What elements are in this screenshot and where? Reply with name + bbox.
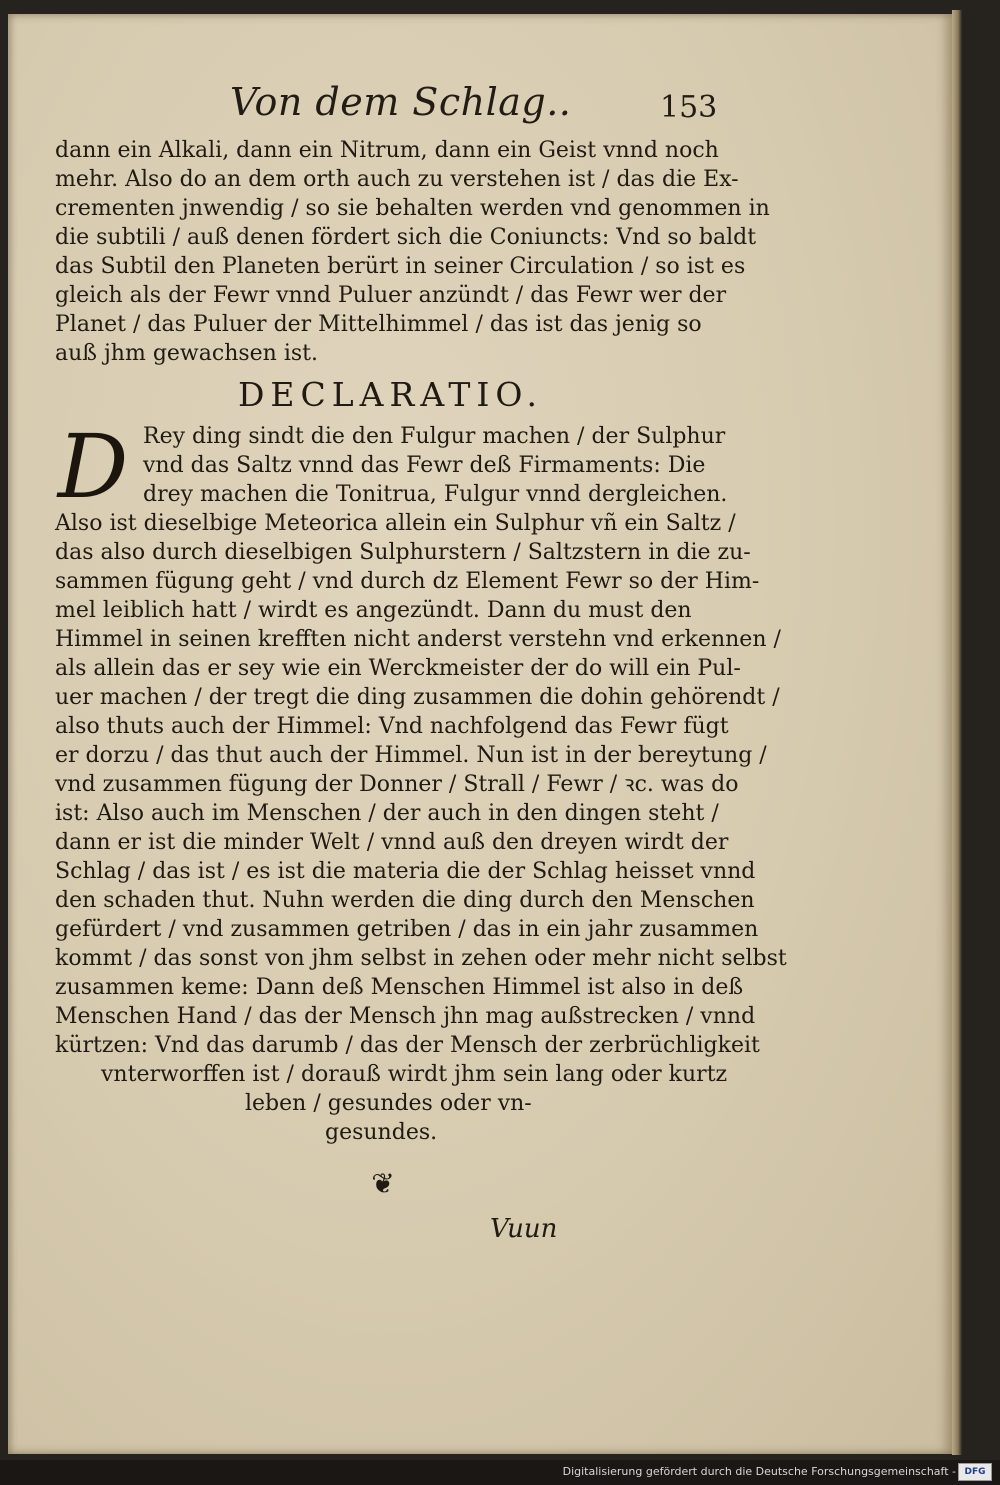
text-line: drey machen die Tonitrua, Fulgur vnnd dergleichen. xyxy=(143,482,728,507)
page-number: 153 xyxy=(660,90,718,125)
text-line: kürtzen: Vnd das darumb / das der Mensch der zerbrüchligkeit xyxy=(55,1033,760,1058)
closing-line: vnterworffen ist / dorauß wirdt jhm sein lang oder kurtz xyxy=(101,1062,728,1087)
text-line: uer machen / der tregt die ding zusammen die dohin gehörendt / xyxy=(55,685,780,710)
text-line: das Subtil den Planeten berürt in seiner Circulation / so ist es xyxy=(55,254,746,279)
text-line: den schaden thut. Nuhn werden die ding durch den Menschen xyxy=(55,888,755,913)
text-line: gleich als der Fewr vnnd Puluer anzündt / das Fewr wer der xyxy=(55,283,727,308)
text-line: ist: Also auch im Menschen / der auch in den dingen steht / xyxy=(55,801,719,826)
text-line: er dorzu / das thut auch der Himmel. Nun ist in der bereytung / xyxy=(55,743,767,768)
catchword: Vuun xyxy=(490,1214,558,1244)
text-line: mel leiblich hatt / wirdt es angezündt. Dann du must den xyxy=(55,598,692,623)
text-line: Schlag / das ist / es ist die materia die der Schlag heisset vnnd xyxy=(55,859,756,884)
text-line: das also durch dieselbigen Sulphurstern / Saltzstern in die zu- xyxy=(55,540,751,565)
text-line: gefürdert / vnd zusammen getriben / das in ein jahr zusammen xyxy=(55,917,759,942)
text-line: dann er ist die minder Welt / vnnd auß den dreyen wirdt der xyxy=(55,830,729,855)
text-line: dann ein Alkali, dann ein Nitrum, dann ein Geist vnnd noch xyxy=(55,138,719,163)
text-line: Rey ding sindt die den Fulgur machen / der Sulphur xyxy=(143,424,726,449)
text-line: die subtili / auß denen fördert sich die Coniuncts: Vnd so baldt xyxy=(55,225,757,250)
fleuron-ornament-icon: ❦ xyxy=(371,1167,395,1200)
text-line: Also ist dieselbige Meteorica allein ein Sulphur vñ ein Saltz / xyxy=(55,511,736,536)
dfg-logo-icon: DFG xyxy=(958,1463,992,1481)
text-line: Himmel in seinen krefften nicht anderst verstehn vnd erkennen / xyxy=(55,627,781,652)
closing-line: gesundes. xyxy=(325,1120,438,1145)
text-line: zusammen keme: Dann deß Menschen Himmel ist also in deß xyxy=(55,975,744,1000)
text-line: mehr. Also do an dem orth auch zu verstehen ist / das die Ex- xyxy=(55,167,739,192)
footer-bar xyxy=(0,1460,1000,1485)
text-line: also thuts auch der Himmel: Vnd nachfolgend das Fewr fügt xyxy=(55,714,729,739)
text-line: Planet / das Puluer der Mittelhimmel / das ist das jenig so xyxy=(55,312,702,337)
text-line: crementen jnwendig / so sie behalten werden vnd genommen in xyxy=(55,196,770,221)
text-line: sammen fügung geht / vnd durch dz Element Fewr so der Him- xyxy=(55,569,760,594)
paragraph-top xyxy=(55,136,770,368)
text-line: vnd das Saltz vnnd das Fewr deß Firmaments: Die xyxy=(143,453,706,478)
running-head: Von dem Schlag.. xyxy=(230,80,572,124)
closing-line: leben / gesundes oder vn- xyxy=(245,1091,532,1116)
text-line: kommt / das sonst von jhm selbst in zehen oder mehr nicht selbst xyxy=(55,946,787,971)
text-line: auß jhm gewachsen ist. xyxy=(55,341,318,366)
main-text-block xyxy=(55,136,787,1147)
page-header xyxy=(8,76,952,136)
drop-cap-initial: D xyxy=(57,415,129,518)
book-page xyxy=(8,14,952,1454)
text-line: vnd zusammen fügung der Donner / Strall / Fewr / ꝛc. was do xyxy=(55,772,739,797)
text-line: Menschen Hand / das der Mensch jhn mag außstrecken / vnnd xyxy=(55,1004,756,1029)
page-edge xyxy=(952,10,962,1455)
text-line: als allein das er sey wie ein Werckmeister der do will ein Pul- xyxy=(55,656,741,681)
section-heading: DECLARATIO. xyxy=(237,375,544,414)
paragraph-declaratio xyxy=(55,415,787,1147)
funding-credit: Digitalisierung gefördert durch die Deutsche Forschungsgemeinschaft - xyxy=(562,1465,956,1478)
